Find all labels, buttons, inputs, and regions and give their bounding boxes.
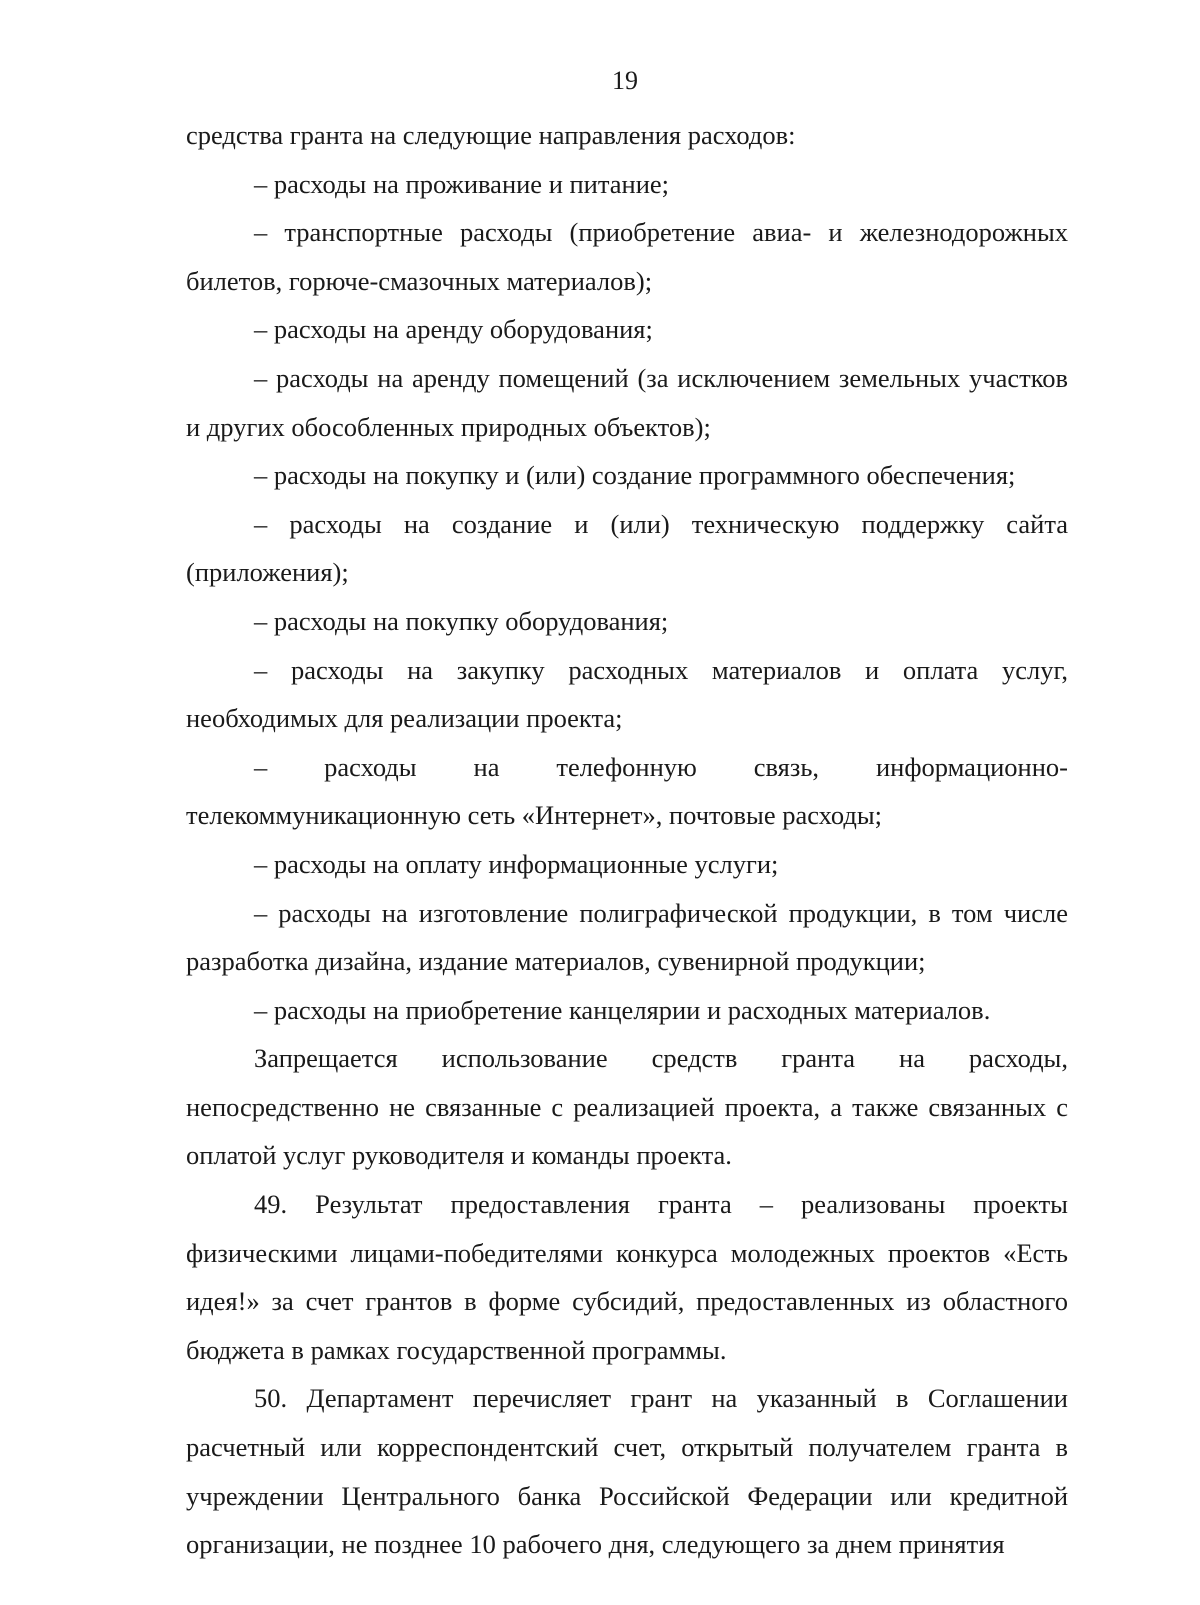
- list-item-materials: – расходы на закупку расходных материалов и оплата услуг, необходимых для реализации проекта;: [186, 654, 1068, 734]
- list-item-printing: – расходы на изготовление полиграфической продукции, в том числе разработка дизайна, издание материалов, сувенирной продукции;: [186, 897, 1068, 977]
- list-item-transport: – транспортные расходы (приобретение авиа- и железнодорожных билетов, горюче-смазочных материалов);: [186, 217, 1068, 296]
- page-number: 19: [612, 66, 638, 95]
- list-item-telecom-line2: телекоммуникационную сеть «Интернет», почтовые расходы;: [186, 800, 883, 831]
- list-item-stationery: – расходы на приобретение канцелярии и расходных материалов.: [254, 994, 991, 1025]
- list-item-software: – расходы на покупку и (или) создание программного обеспечения;: [254, 460, 1016, 491]
- paragraph-49: 49. Результат предоставления гранта – реализованы проекты физическими лицами-победителями конкурса молодежных проектов «Есть идея!» за счет грантов в форме субсидий, предоставленных из областного бюджета в рамках государственной программы.: [186, 1189, 1068, 1365]
- document-body: [186, 111, 1068, 1569]
- list-item-information-services: – расходы на оплату информационные услуги;: [254, 848, 779, 879]
- list-item-accommodation: – расходы на проживание и питание;: [254, 168, 670, 199]
- list-item-equipment-purchase: – расходы на покупку оборудования;: [254, 605, 669, 636]
- list-item-telecom-line1: – расходы на телефонную связь, информационно-: [254, 751, 1068, 782]
- paragraph-prohibition: Запрещается использование средств гранта на расходы, непосредственно не связанные с реализацией проекта, а также связанных с оплатой услуг руководителя и команды проекта.: [186, 1043, 1068, 1171]
- list-item-premises-rent: – расходы на аренду помещений (за исключением земельных участков и других обособленных природных объектов);: [186, 362, 1068, 442]
- paragraph-50: 50. Департамент перечисляет грант на указанный в Соглашении расчетный или корреспондентский счет, открытый получателем гранта в учреждении Центрального банка Российской Федерации или кредитной организации, не позднее 10 рабочего дня, следующего за днем принятия: [186, 1383, 1068, 1560]
- list-item-website: – расходы на создание и (или) техническую поддержку сайта (приложения);: [186, 508, 1068, 588]
- list-item-equipment-rent: – расходы на аренду оборудования;: [254, 314, 653, 345]
- paragraph-intro: средства гранта на следующие направления расходов:: [186, 120, 796, 150]
